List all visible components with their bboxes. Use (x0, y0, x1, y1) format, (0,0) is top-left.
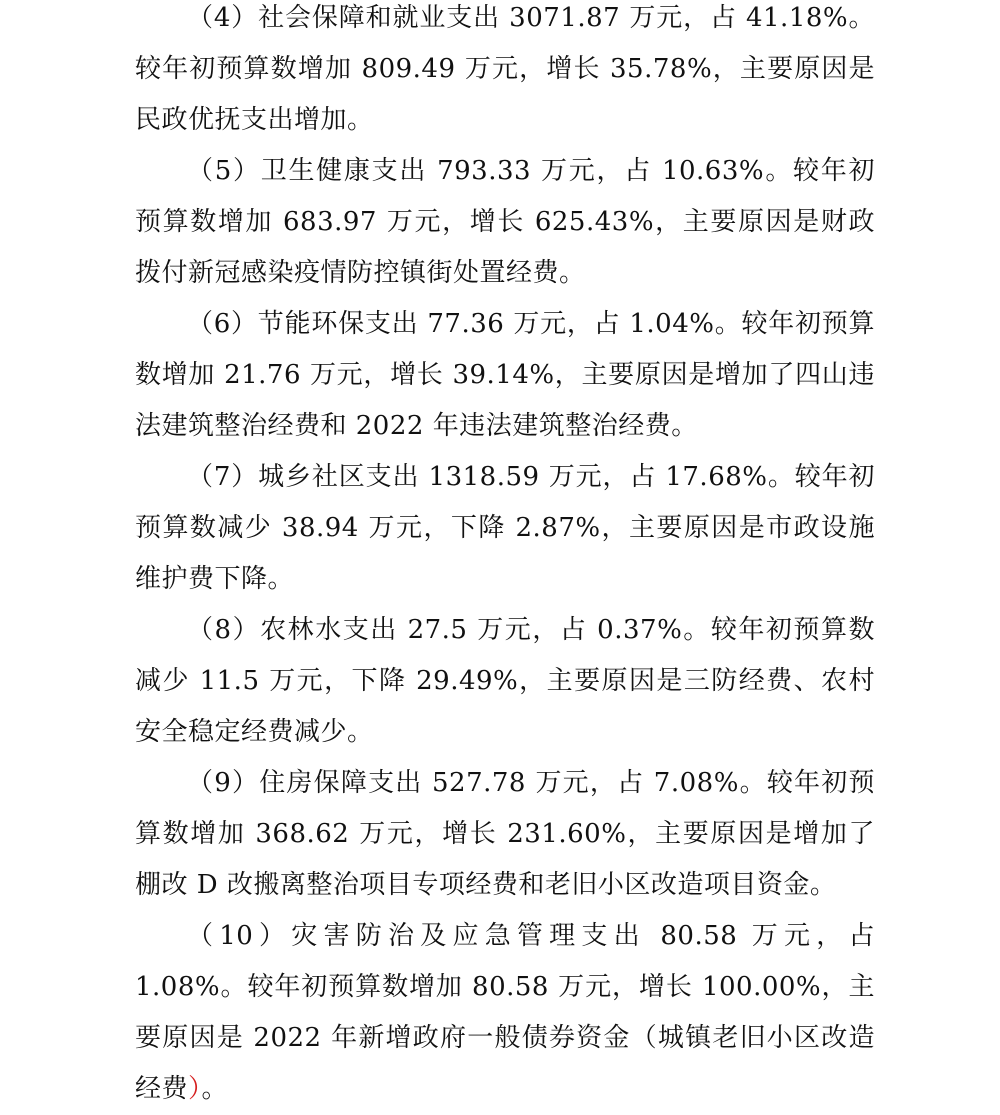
paragraph-item-4: （4）社会保障和就业支出 3071.87 万元，占 41.18%。较年初预算数增加 809.49 万元，增长 35.78%，主要原因是民政优抚支出增加。 (135, 3, 875, 135)
paragraph-item-10 (135, 911, 875, 1115)
paragraph-end-mark: 。 (201, 1074, 229, 1104)
paragraph-item-9: （9）住房保障支出 527.78 万元，占 7.08%。较年初预算数增加 368.62 万元，增长 231.60%，主要原因是增加了棚改 D 改搬离整治项目专项经费和老旧小区改造项目资金。 (135, 768, 875, 900)
document-page (135, 0, 875, 1115)
paragraph-item-6: （6）节能环保支出 77.36 万元，占 1.04%。较年初预算数增加 21.76 万元，增长 39.14%，主要原因是增加了四山违法建筑整治经费和 2022 年违法建筑整治经费。 (135, 309, 875, 441)
paragraph-item-7: （7）城乡社区支出 1318.59 万元，占 17.68%。较年初预算数减少 38.94 万元，下降 2.87%，主要原因是市政设施维护费下降。 (135, 462, 875, 594)
paragraph-item-5: （5）卫生健康支出 793.33 万元，占 10.63%。较年初预算数增加 683.97 万元，增长 625.43%，主要原因是财政拨付新冠感染疫情防控镇街处置经费。 (135, 156, 875, 288)
closing-parenthesis-red: ） (188, 1074, 202, 1104)
paragraph-item-8: （8）农林水支出 27.5 万元，占 0.37%。较年初预算数减少 11.5 万元，下降 29.49%，主要原因是三防经费、农村安全稳定经费减少。 (135, 615, 875, 747)
paragraph-item-10-text: （10）灾害防治及应急管理支出 80.58 万元，占 1.08%。较年初预算数增加 80.58 万元，增长 100.00%，主要原因是 2022 年新增政府一般债券资金（城镇老旧小区改造经费 (135, 921, 875, 1104)
